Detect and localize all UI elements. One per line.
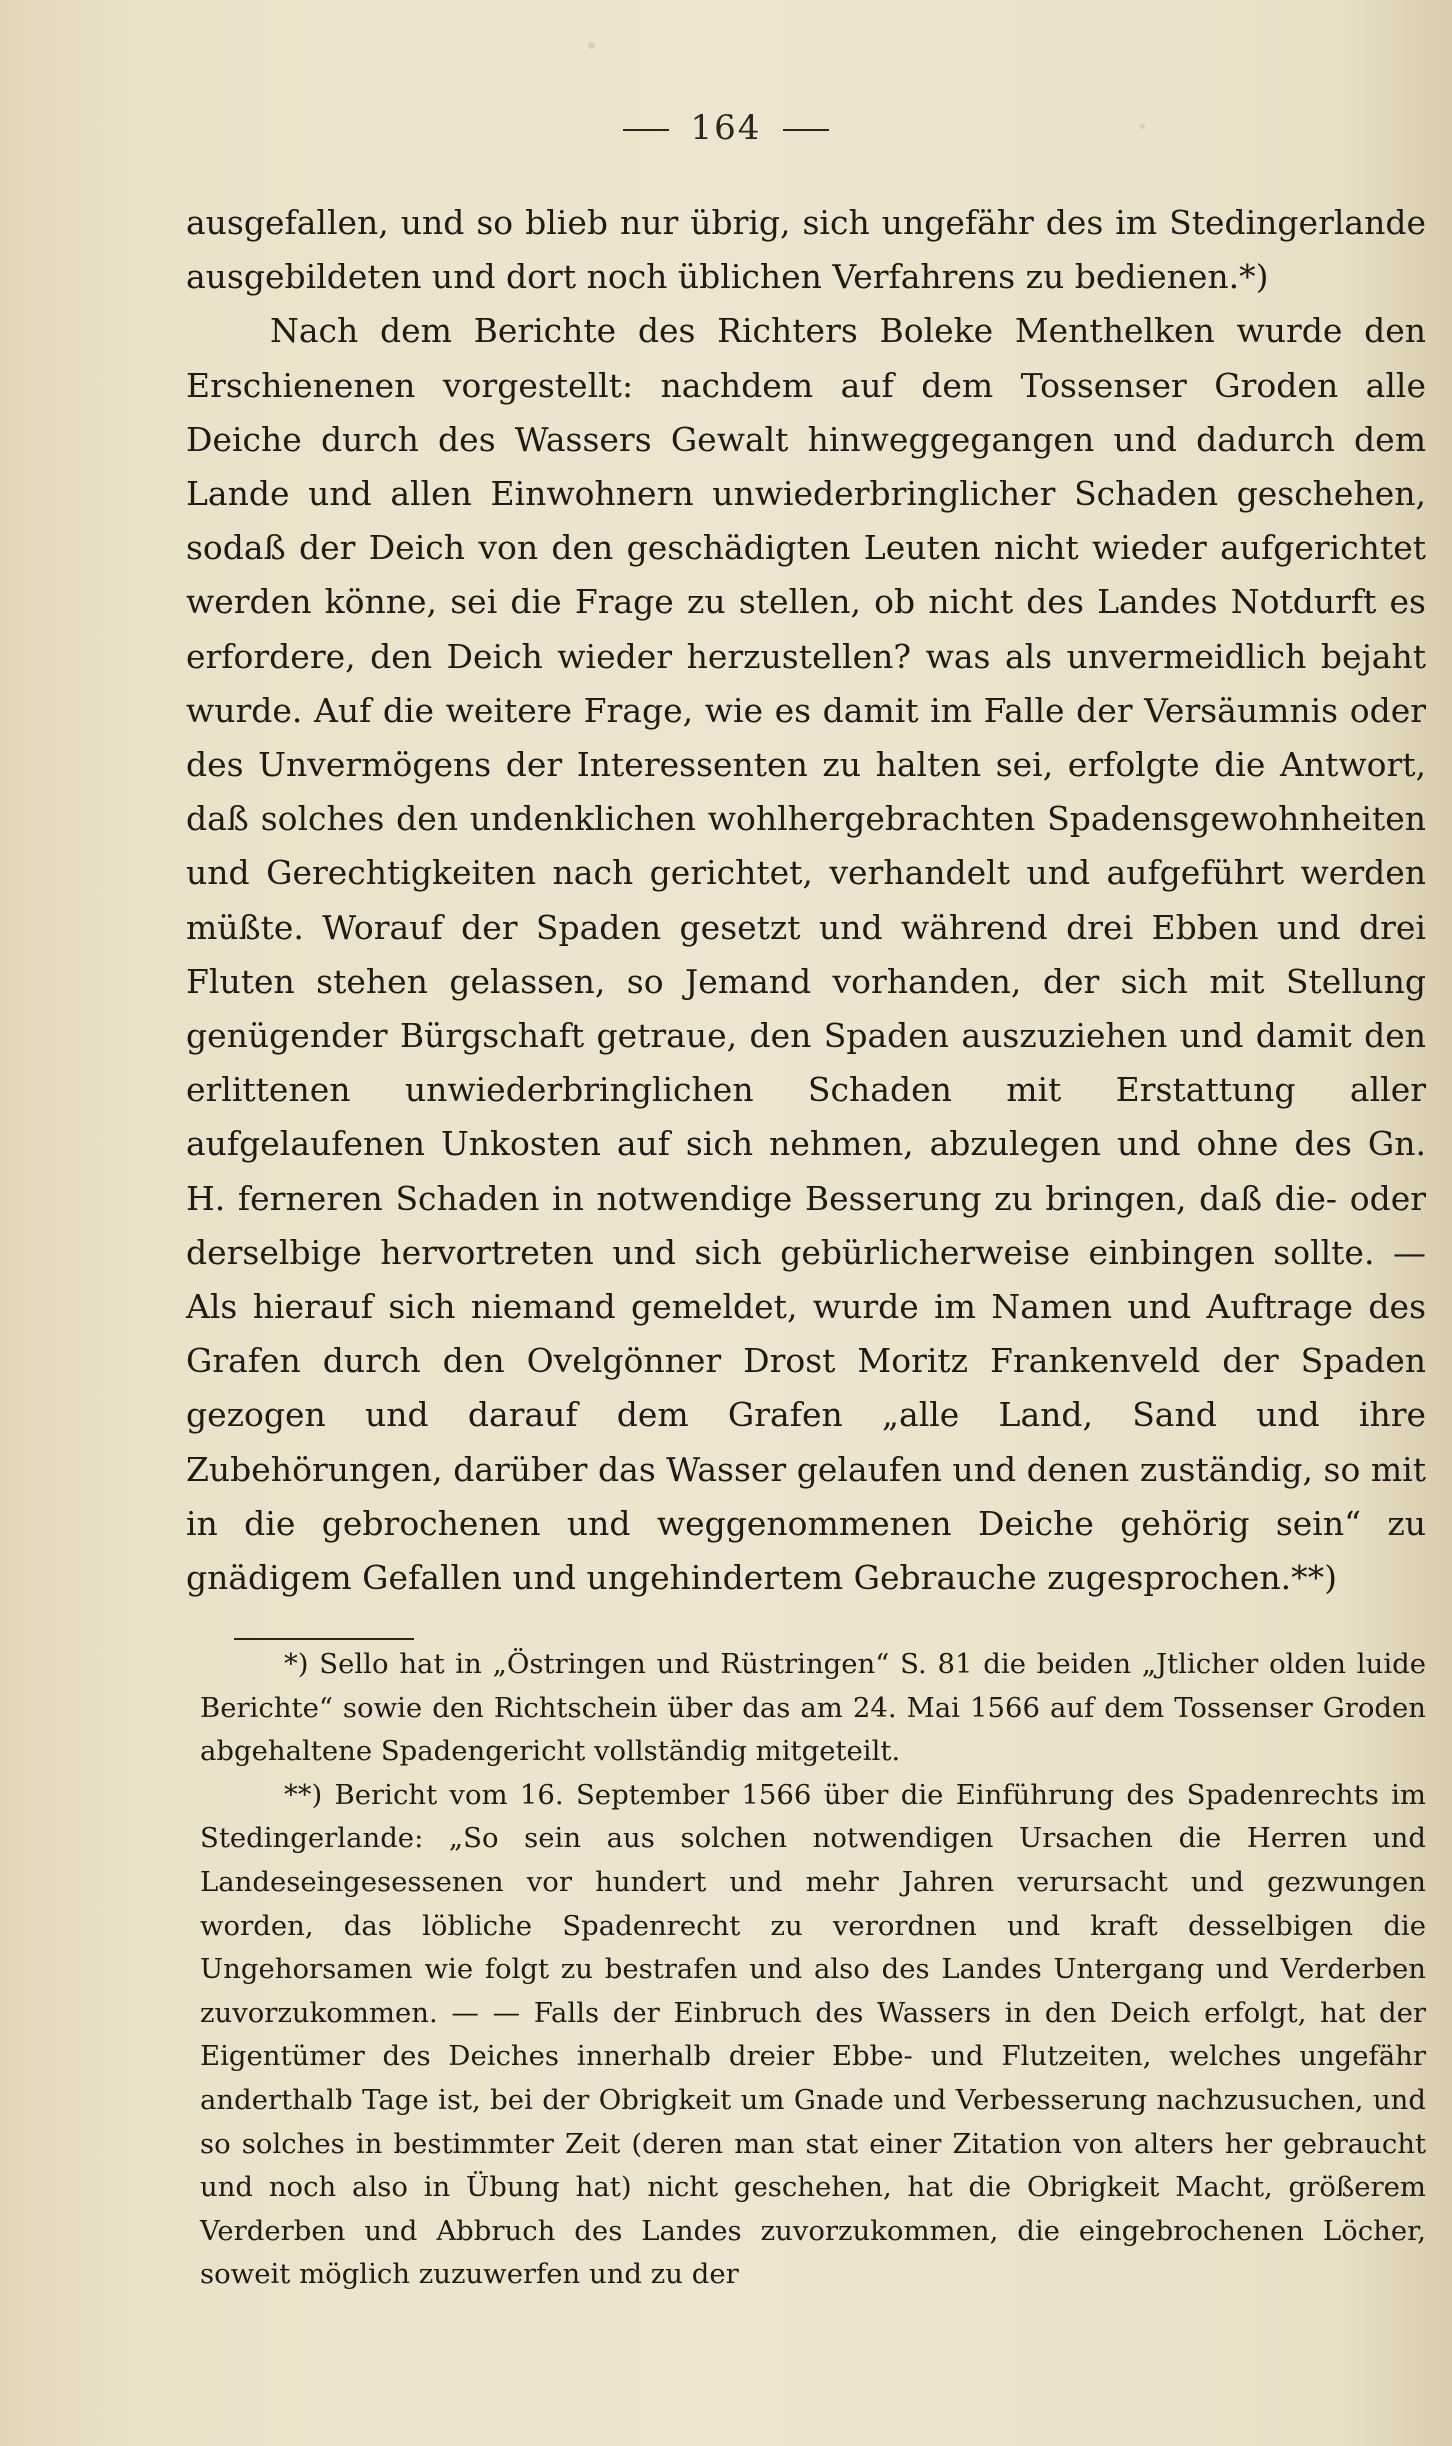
page-number-dash-left	[623, 129, 669, 131]
page-number-value: 164	[690, 108, 762, 148]
main-text	[186, 196, 1426, 1605]
paper-stain	[588, 42, 595, 49]
paragraph: Nach dem Berichte des Richters Boleke Menthelken wurde den Erschienenen vorgestellt: nachdem auf dem Tossenser Groden alle Deiche durch des Wassers Gewalt hinweggegangen und dadurch dem Lande und allen Einwohnern unwiederbringlicher Schaden geschehen, sodaß der Deich von den geschädigten Leuten nicht wieder aufgerichtet werden könne, sei die Frage zu stellen, ob nicht des Landes Notdurft es erfordere, den Deich wieder herzustellen? was als unvermeidlich bejaht wurde. Auf die weitere Frage, wie es damit im Falle der Versäumnis oder des Unvermögens der Interessenten zu halten sei, erfolgte die Antwort, daß solches den undenklichen wohlhergebrachten Spadensgewohnheiten und Gerechtigkeiten nach gerichtet, verhandelt und aufgeführt werden müßte. Worauf der Spaden gesetzt und während drei Ebben und drei Fluten stehen gelassen, so Jemand vorhanden, der sich mit Stellung genügender Bürgschaft getraue, den Spaden auszuziehen und damit den erlittenen unwiederbringlichen Schaden mit Erstattung aller aufgelaufenen Unkosten auf sich nehmen, abzulegen und ohne des Gn. H. ferneren Schaden in notwendige Besserung zu bringen, daß die- oder derselbige hervortreten und sich gebürlicherweise einbingen sollte. — Als hierauf sich niemand gemeldet, wurde im Namen und Auftrage des Grafen durch den Ovelgönner Drost Moritz Frankenveld der Spaden gezogen und darauf dem Grafen „alle Land, Sand und ihre Zubehörungen, darüber das Wasser gelaufen und denen zuständig, so mit in die gebrochenen und weggenommenen Deiche gehörig sein“ zu gnädigem Gefallen und ungehindertem Gebrauche zugesprochen.**)	[186, 311, 1426, 1598]
page-number	[0, 108, 1452, 148]
footnotes	[200, 1643, 1426, 2297]
page-number-dash-right	[783, 129, 829, 131]
footnote: **) Bericht vom 16. September 1566 über die Einführung des Spadenrechts im Stedingerlande: „So sein aus solchen notwendigen Ursachen die Herren und Landeseingesessenen vor hundert und mehr Jahren verursacht und gezwungen worden, das löbliche Spadenrecht zu verordnen und kraft desselbigen die Ungehorsamen wie folgt zu bestrafen und also des Landes Untergang und Verderben zuvorzukommen. — — Falls der Einbruch des Wassers in den Deich erfolgt, hat der Eigentümer des Deiches innerhalb dreier Ebbe- und Flutzeiten, welches ungefähr anderthalb Tage ist, bei der Obrigkeit um Gnade und Verbesserung nachzusuchen, und so solches in bestimmter Zeit (deren man stat einer Zitation von alters her gebraucht und noch also in Übung hat) nicht geschehen, hat die Obrigkeit Macht, größerem Verderben und Abbruch des Landes zuvorzukommen, die eingebrochenen Löcher, soweit möglich zuzuwerfen und zu der	[200, 1778, 1426, 2291]
footnote-separator	[234, 1638, 414, 1640]
paragraph: ausgefallen, und so blieb nur übrig, sich ungefähr des im Stedingerlande ausgebildeten und dort noch üblichen Verfahrens zu bedienen.*)	[186, 203, 1426, 297]
footnote: *) Sello hat in „Östringen und Rüstringen“ S. 81 die beiden „Jtlicher olden luide Berichte“ sowie den Richtschein über das am 24. Mai 1566 auf dem Tossenser Groden abgehaltene Spadengericht vollständig mitgeteilt.	[200, 1648, 1426, 1768]
